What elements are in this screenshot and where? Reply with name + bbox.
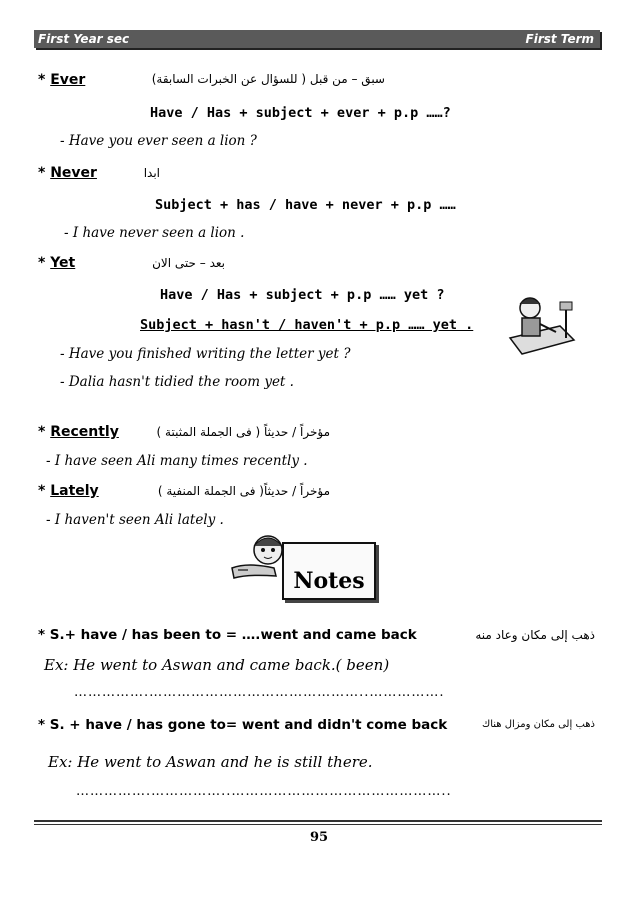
recently-term-row — [38, 424, 119, 440]
yet-example-2: - Dalia hasn't tidied the room yet . — [60, 374, 294, 390]
never-formula: Subject + has / have + never + p.p …… — [155, 197, 456, 213]
header-left: First Year sec — [38, 32, 130, 46]
never-bullet: * — [38, 165, 46, 181]
recently-term: Recently — [50, 424, 119, 440]
ever-formula: Have / Has + subject + ever + p.p ……? — [150, 105, 451, 121]
never-term: Never — [50, 165, 97, 181]
yet-term-row — [38, 255, 75, 271]
been-to-arabic: ذهب إلى مكان وعاد منه — [475, 628, 595, 642]
never-term-row — [38, 165, 97, 181]
gone-to-rule: * S. + have / has gone to= went and didn't come back — [38, 717, 448, 733]
ever-term-row — [38, 72, 85, 88]
never-example: - I have never seen a lion . — [64, 225, 245, 241]
boy-writing-illustration — [500, 294, 580, 356]
footer-rule-thin — [34, 824, 602, 825]
notes-board — [282, 542, 376, 600]
yet-example-1: - Have you finished writing the letter yet ? — [60, 346, 351, 362]
recently-arabic: مؤخراً / حديثاً ( فى الجملة المثبتة ) — [156, 425, 330, 439]
lately-term: Lately — [50, 483, 99, 499]
page-number: 95 — [309, 830, 329, 845]
gone-to-arabic: ذهب إلى مكان ومزال هناك — [481, 719, 595, 730]
gone-to-answer-line: …………….……………..……………………………………….. — [76, 784, 452, 799]
yet-formula-negative: Subject + hasn't / haven't + p.p …… yet . — [140, 317, 474, 333]
been-to-answer-line: …………….………………………………………..……………. — [74, 685, 445, 700]
never-arabic: ابدا — [143, 166, 160, 180]
ever-term: Ever — [50, 72, 86, 88]
ever-example: - Have you ever seen a lion ? — [60, 133, 257, 149]
footer-rule — [34, 820, 602, 822]
ever-bullet: * — [38, 72, 46, 88]
been-to-rule: * S.+ have / has been to = ….went and came back — [38, 627, 417, 643]
gone-to-example: Ex: He went to Aswan and he is still there. — [48, 753, 373, 771]
yet-term: Yet — [50, 255, 76, 271]
yet-arabic: بعد – حتى الان — [152, 256, 225, 270]
recently-bullet: * — [38, 424, 46, 440]
lately-bullet: * — [38, 483, 46, 499]
recently-example: - I have seen Ali many times recently . — [46, 453, 308, 469]
been-to-example: Ex: He went to Aswan and came back.( been) — [44, 656, 390, 674]
lately-example: - I haven't seen Ali lately . — [46, 512, 224, 528]
page-header — [34, 30, 600, 48]
notes-sign — [228, 530, 378, 600]
lately-term-row — [38, 483, 99, 499]
header-right: First Term — [525, 32, 594, 46]
notes-label: Notes — [293, 568, 365, 594]
ever-arabic: سبق – من قبل ( للسؤال عن الخبرات السابقة) — [151, 72, 385, 86]
yet-bullet: * — [38, 255, 46, 271]
lately-arabic: مؤخراً / حديثاً( فى الجملة المنفية ) — [157, 484, 330, 498]
yet-formula-question: Have / Has + subject + p.p …… yet ? — [160, 287, 445, 303]
